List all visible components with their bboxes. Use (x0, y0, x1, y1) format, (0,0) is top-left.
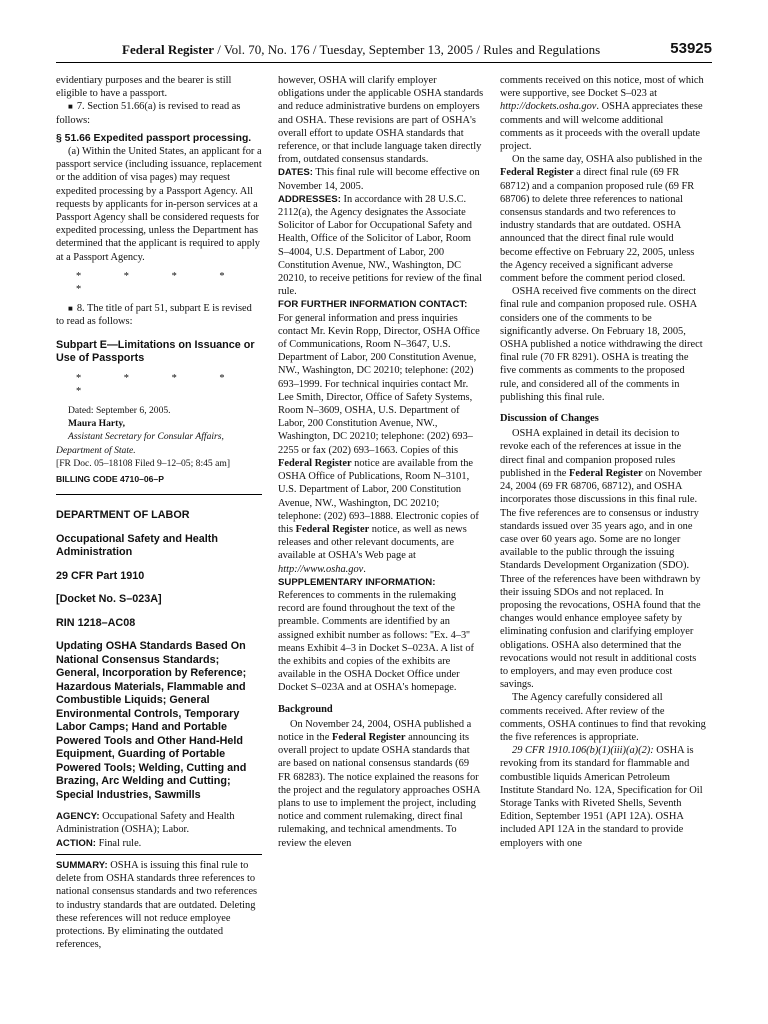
paragraph: evidentiary purposes and the bearer is still eligible to have a passport. (56, 75, 232, 100)
action-line: ACTION: Final rule. (56, 837, 142, 849)
ellipsis-stars: * * * * * (76, 372, 245, 397)
paragraph: however, OSHA will clarify employer obligations under the applicable OSHA standards and reduce administrative burdens on employers and OSHA. These revisions are part of OSHA's overall effort to update OSHA standards that reference, or that include language taken directly from, outdated consensus standards. (278, 75, 484, 166)
section-heading: § 51.66 Expedited passport processing. (56, 132, 252, 144)
paragraph: On November 24, 2004, OSHA published a notice in the Federal Register announcing its overall project to update OSHA standards that are based on national consensus standards (69 FR 68283). The notice explained the reasons for the project and the regulatory approaches OSHA plans to use to implement the project, including notice and comment rulemaking, direct final rulemaking, and technical amendments. To review the eleven (278, 718, 480, 849)
agency-heading: Occupational Safety and Health Administration (56, 532, 218, 559)
running-head (122, 42, 600, 58)
divider (56, 854, 262, 855)
column-1 (56, 74, 262, 1014)
paragraph: comments received on this notice, most of which were supportive, see Docket S–023 at http://dockets.osha.gov. OSHA appreciates these comments and will welcome additional comments as it proceeds with the overall update project. (500, 75, 704, 153)
summary-paragraph: SUMMARY: OSHA is issuing this final rule to delete from OSHA standards three references to national consensus standards and two references to industry standards that are outdated. Deleting these references will not reduce employee protections. By eliminating the outdated references, (56, 859, 258, 951)
subpart-heading: Subpart E—Limitations on Issuance or Use of Passports (56, 338, 255, 365)
column-2 (278, 74, 484, 1014)
publication-title: Federal Register (122, 42, 215, 57)
signer-name: Maura Harty, (68, 418, 126, 430)
paragraph: On the same day, OSHA also published in the Federal Register a direct final rule (69 FR 68712) and a companion proposed rule (69 FR 68706) to delete three references to national consensus standards and two references to industry standards that are outdated. OSHA announced that the direct final rule would become effective on February 22, 2005, unless the Agency received a significant adverse comment before the comment period closed. (500, 154, 703, 285)
rin-number: RIN 1218–AC08 (56, 616, 136, 629)
billing-code: BILLING CODE 4710–06–P (56, 474, 164, 485)
paragraph: (a) Within the United States, an applicant for a passport service (including issuance, replacement or the addition of visa pages) may request expedited processing by a Passport Agency. All requests by applicants for in-person services at a Passport Agency shall be considered requests for expedited processing, unless the Department has determined that the applicant is required to apply at a Passport Agency. (56, 146, 262, 263)
paragraph: OSHA explained in detail its decision to revoke each of the references at issue in the direct final and companion proposed rules published in the Federal Register on November 24, 2004 (69 FR 68706, 68712), and OSHA incorporates those discussions in this final rule. The five references are to consensus or industry standards issued over 35 years ago, and in one case over 60 years ago. Some are no longer available to the public through the issuing Standards Development Organization (SDO). Three of the references have been withdrawn by their issuing SDOs and not replaced. In proposing the revocations, OSHA found that the changes would enhance employee safety by eliminating confusion and clarifying employer obligations. OSHA also determined that the revocations would not result in additional costs to employers, and may even produce cost savings. (500, 428, 703, 691)
docket-web-link[interactable]: http://dockets.osha.gov (500, 101, 597, 113)
ellipsis-stars: * * * * * (76, 270, 245, 296)
paragraph: 29 CFR 1910.106(b)(1)(iii)(a)(2): OSHA is revoking from its standard for flammable and combustible liquids American Petroleum Institute Standard No. 12A, Specification for Oil Storage Tanks with Riveted Shells, Seventh Edition, September 1951 (API 12A). OSHA included API 12A in the standard to provide employers with one (500, 745, 703, 849)
page-header (56, 40, 712, 63)
background-heading: Background (278, 703, 333, 715)
department-heading: DEPARTMENT OF LABOR (56, 509, 190, 522)
addresses-paragraph: ADDRESSES: In accordance with 28 U.S.C. 2112(a), the Agency designates the Associate Solicitor of Labor for Occupational Safety and Health, Office of the Solicitor of Labor, Room S–4004, U.S. Department of Labor, 200 Constitution Avenue, NW., Washington, DC 20210, to receive petitions for review of the final rule. (278, 193, 482, 298)
rule-title: Updating OSHA Standards Based On National Consensus Standards; General, Incorporation by Reference; Hazardous Materials, Flammable and Combustible Liquids; General Environmental Controls, Temporary Labor Camps; Hand and Portable Powered Tools and Other Hand-Held Equipment, Guarding of Portable Powered Tools; Welding, Cutting and Brazing, Arc Welding and Cutting; Special Industries, Sawmills (56, 640, 247, 801)
agency-line: AGENCY: Occupational Safety and Health Administration (OSHA); Labor. (56, 811, 235, 836)
dates-paragraph: DATES: This final rule will become effective on November 14, 2005. (278, 167, 480, 192)
amendatory-instruction: ■ 7. Section 51.66(a) is revised to read as follows: (56, 100, 262, 126)
docket-number: [Docket No. S–023A] (56, 593, 162, 606)
column-3 (500, 74, 706, 1014)
divider (56, 494, 262, 495)
dated-line: Dated: September 6, 2005. (68, 405, 171, 417)
contact-paragraph: FOR FURTHER INFORMATION CONTACT: For general information and press inquiries contact Mr. Kevin Ropp, Director, OSHA Office of Communications, Room N–3647, U.S. Department of Labor, 200 Constitution Avenue, NW., Washington, DC 20210; telephone: (202) 693–1999. For technical inquiries contact Mr. Lee Smith, Director, Office of Safety Systems, Room N–3609, OSHA, U.S. Department of Labor, 200 Constitution Avenue, NW., Washington, DC 20210; telephone: (202) 693–2255 or fax (202) 693–1663. Copies of this Federal Register notice are available from the OSHA Office of Publications, Room N–3101, U.S. Department of Labor, 200 Constitution Avenue, NW., Washington, DC 20210; telephone: (202) 693–1888. Electronic copies of this Federal Register notice, as well as news releases and other relevant documents, are available at OSHA's Web page at http://www.osha.gov. (278, 299, 480, 575)
cfr-heading: 29 CFR Part 1910 (56, 569, 145, 582)
supplementary-paragraph: SUPPLEMENTARY INFORMATION: References to comments in the rulemaking record are found throughout the text of the preamble. Comments are identified by an assigned exhibit number as follows: ''Ex. 4–3'' means Exhibit 4–3 in Docket S–023A. A list of the exhibits and copies of the exhibits are available in the OSHA Docket Office under Docket S–023A and at OSHA's homepage. (278, 576, 474, 694)
discussion-heading: Discussion of Changes (500, 413, 599, 425)
osha-web-link[interactable]: http://www.osha.gov (278, 563, 364, 575)
page-number: 53925 (670, 40, 712, 57)
paragraph: The Agency carefully considered all comments received. After review of the comments, OSHA continues to find that revoking the five references is appropriate. (500, 692, 706, 743)
issue-info: / Vol. 70, No. 176 / Tuesday, September 13, 2005 / Rules and Regulations (214, 42, 601, 57)
paragraph: OSHA received five comments on the direct final rule and companion proposed rule. OSHA considers one of the comments to be significantly adverse. On February 18, 2005, OSHA published a notice withdrawing the direct final rule (70 FR 8291). OSHA is treating the five comments as comments to the proposed rule, and considered all of the comments in publishing this final rule. (500, 286, 703, 403)
amendatory-instruction: ■ 8. The title of part 51, subpart E is revised to read as follows: (56, 302, 262, 328)
signer-title: Assistant Secretary for Consular Affairs, Department of State. (56, 431, 224, 456)
fr-doc-line: [FR Doc. 05–18108 Filed 9–12–05; 8:45 am] (56, 457, 231, 469)
